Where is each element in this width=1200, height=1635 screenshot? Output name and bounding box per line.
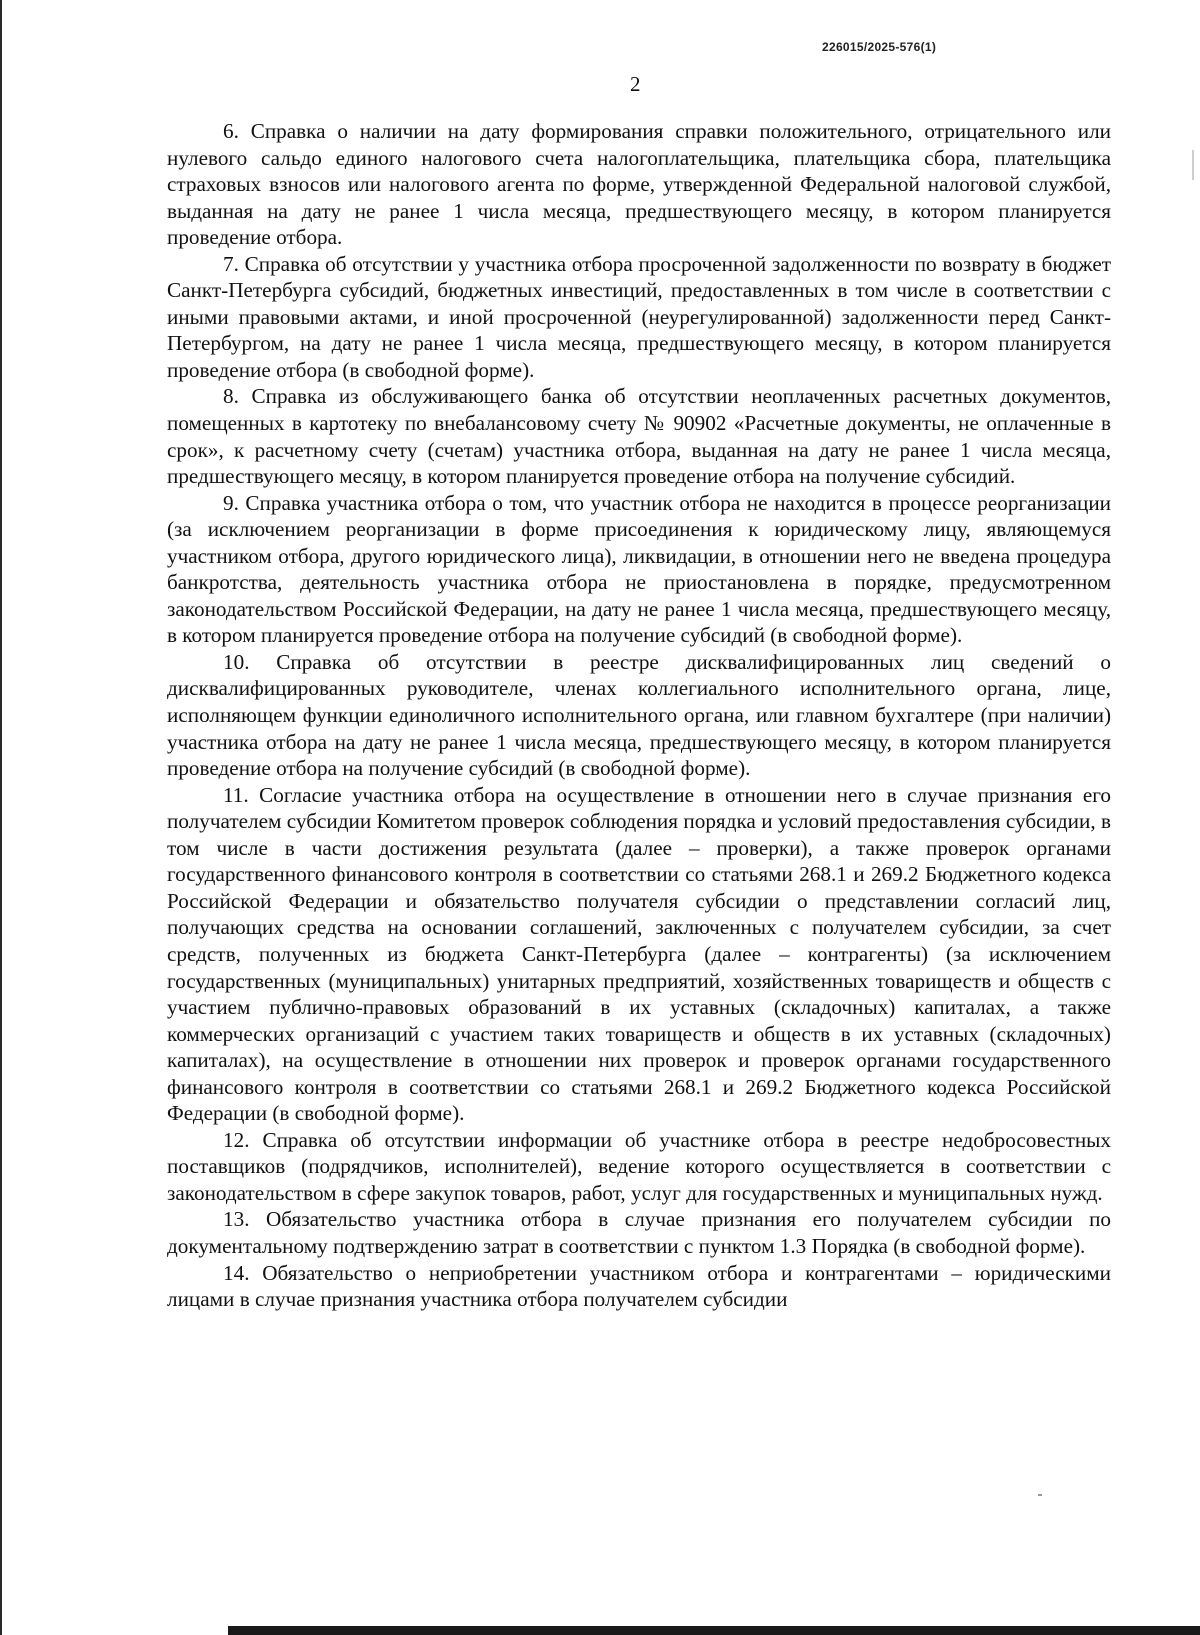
scan-edge-left bbox=[0, 0, 2, 1635]
paragraph-6: 6. Справка о наличии на дату формирования справки положительного, отрицательного или нулевого сальдо единого налогового счета налогоплательщика, плательщика сбора, плательщика страховых взносов или налогового агента по форме, утвержденной Федеральной налоговой службой, выданная на дату не ранее 1 числа месяца, предшествующего месяцу, в котором планируется проведение отбора. bbox=[167, 119, 1111, 250]
paragraph-8: 8. Справка из обслуживающего банка об отсутствии неоплаченных расчетных документов, помещенных в картотеку по внебалансовому счету № 90902 «Расчетные документы, не оплаченные в срок», к расчетному счету (счетам) участника отбора, выданная на дату не ранее 1 числа месяца, предшествующего месяцу, в котором планируется проведение отбора на получение субсидий. bbox=[167, 384, 1111, 489]
paragraph-7: 7. Справка об отсутствии у участника отбора просроченной задолженности по возврату в бюджет Санкт-Петербурга субсидий, бюджетных инвестиций, предоставленных в том числе в соответствии с иными правовыми актами, и иной просроченной (неурегулированной) задолженности перед Санкт-Петербургом, на дату не ранее 1 числа месяца, предшествующего месяцу, в котором планируется проведение отбора (в свободной форме). bbox=[167, 251, 1111, 382]
paragraph-14: 14. Обязательство о неприобретении участником отбора и контрагентами – юридическими лицами в случае признания участника отбора получателем субсидии bbox=[167, 1260, 1111, 1312]
document-body bbox=[167, 118, 1111, 1313]
document-registration-number: 226015/2025-576(1) bbox=[822, 40, 937, 54]
paragraph-11: 11. Согласие участника отбора на осуществление в отношении него в случае признания его получателем субсидии Комитетом проверок соблюдения порядка и условий предоставления субсидии, в том числе в части достижения результата (далее – проверки), а также проверок органами государственного финансового контроля в соответствии со статьями 268.1 и 269.2 Бюджетного кодекса Российской Федерации и обязательство получателя субсидии о представлении согласий лиц, получающих средства на основании соглашений, заключенных с получателем субсидии, за счет средств, полученных из бюджета Санкт-Петербурга (далее – контрагенты) (за исключением государственных (муниципальных) унитарных предприятий, хозяйственных товариществ и обществ с участием публично-правовых образований в их уставных (складочных) капиталах, а также коммерческих организаций с участием таких товариществ и обществ в их уставных (складочных) капиталах), на осуществление в отношении них проверок и проверок органами государственного финансового контроля в соответствии со статьями 268.1 и 269.2 Бюджетного кодекса Российской Федерации (в свободной форме). bbox=[167, 782, 1111, 1126]
paragraph-10: 10. Справка об отсутствии в реестре дисквалифицированных лиц сведений о дисквалифицированных руководителе, членах коллегиального исполнительного органа, лице, исполняющем функции единоличного исполнительного органа, или главном бухгалтере (при наличии) участника отбора на дату не ранее 1 числа месяца, предшествующего месяцу, в котором планируется проведение отбора на получение субсидий (в свободной форме). bbox=[167, 649, 1111, 781]
scan-speck bbox=[1038, 1494, 1042, 1496]
paragraph-13: 13. Обязательство участника отбора в случае признания его получателем субсидии по документальному подтверждению затрат в соответствии с пунктом 1.3 Порядка (в свободной форме). bbox=[167, 1207, 1111, 1258]
scan-speck bbox=[1192, 150, 1194, 180]
paragraph-9: 9. Справка участника отбора о том, что участник отбора не находится в процессе реорганизации (за исключением реорганизации в форме присоединения к юридическому лицу, являющемуся участником отбора, другого юридического лица), ликвидации, в отношении него не введена процедура банкротства, деятельность участника отбора не приостановлена в порядке, предусмотренном законодательством Российской Федерации, на дату не ранее 1 числа месяца, предшествующего месяцу, в котором планируется проведение отбора на получение субсидий (в свободной форме). bbox=[167, 490, 1111, 648]
scan-edge-bottom bbox=[228, 1626, 1200, 1635]
paragraph-12: 12. Справка об отсутствии информации об участнике отбора в реестре недобросовестных поставщиков (подрядчиков, исполнителей), ведение которого осуществляется в соответствии с законодательством в сфере закупок товаров, работ, услуг для государственных и муниципальных нужд. bbox=[167, 1127, 1111, 1205]
page-number: 2 bbox=[630, 72, 641, 96]
